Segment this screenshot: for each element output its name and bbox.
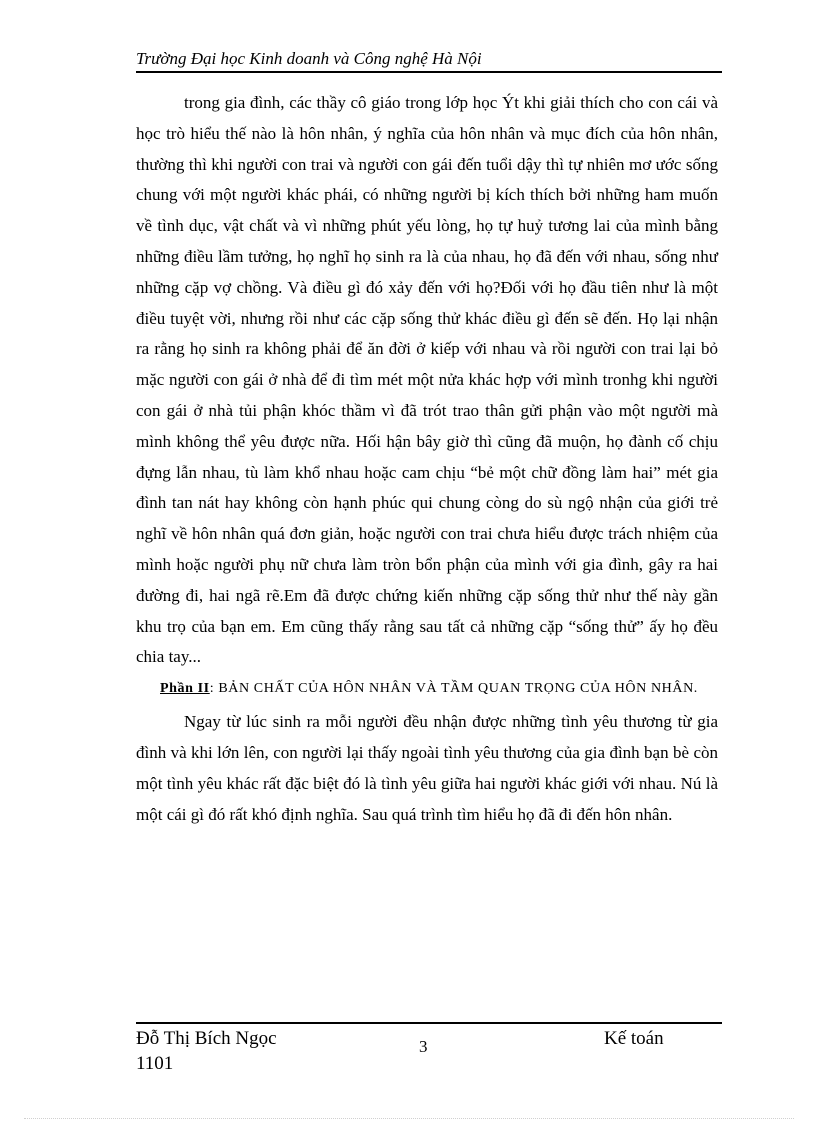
footer-divider [136,1022,722,1024]
footer-student-id: 1101 [136,1053,174,1074]
section-label: Phần II [160,681,210,697]
page-bottom-border [24,1118,794,1119]
paragraph-1: trong gia đình, các thầy cô giáo trong lớp học Ýt khi giải thích cho con cái và học trò hiểu thế nào là hôn nhân, ý nghĩa của hôn nhân và mục đích của hôn nhân, thường thì khi người con trai và người con gái đến tuổi dậy thì tự nhiên mơ ước sống chung với một người khác phái, có những người bị kích thích bởi những ham muốn về tình dục, vật chất và vì những phút yếu lòng, họ tự huỷ tương lai của mình bằng những điều lầm tưởng, họ nghĩ họ sinh ra là của nhau, họ đã đến với nhau, sống như những cặp vợ chồng. Và điều gì đó xảy đến với họ?Đối với họ đầu tiên như là một điều tuyệt vời, nhưng rồi như các cặp sống thử khác điều gì đến sẽ đến. Họ lại nhận ra rằng họ sinh ra không phải để ăn đời ở kiếp với nhau và rồi người con trai lại bỏ mặc người con gái ở nhà để đi tìm mét một nửa khác hợp với mình tronhg khi người con gái ở nhà tủi phận khóc thầm vì đã trót trao thân gửi phận vào một người mà mình không thể yêu được nữa. Hối hận bây giờ thì cũng đã muộn, họ đành cố chịu đựng lẫn nhau, tù làm khổ nhau hoặc cam chịu “bẻ một chữ đồng làm hai” mét gia đình tan nát hay không còn hạnh phúc qui chung còng do sù ngộ nhận của giới trẻ nghĩ về hôn nhân quá đơn giản, hoặc người con trai chưa hiểu được trách nhiệm của mình hoặc người phụ nữ chưa làm tròn bổn phận của mình với gia đình, gây ra hai đường đi, hai ngã rẽ.Em đã được chứng kiến những cặp sống thử như thế này gần khu trọ của bạn em. Em cũng thấy rằng sau tất cả những cặp “sống thử” ấy họ đều chia tay... [136,93,718,667]
section-heading [136,677,718,701]
header-divider [136,71,722,73]
page-number: 3 [419,1037,428,1056]
footer-department: Kế toán [604,1028,664,1049]
page-footer [136,1026,722,1076]
page-header: Trường Đại học Kinh doanh và Công nghệ Hà Nội [136,49,482,68]
section-title: : BẢN CHẤT CỦA HÔN NHÂN VÀ TẦM QUAN TRỌNG CỦA HÔN NHÂN. [209,681,698,697]
footer-author: Đỗ Thị Bích Ngọc [136,1028,277,1049]
paragraph-2: Ngay từ lúc sinh ra mỗi người đều nhận được những tình yêu thương từ gia đình và khi lớn lên, con người lại thấy ngoài tình yêu thương của gia đình bạn bè còn một tình yêu khác rất đặc biệt đó là tình yêu giữa hai người khác giới với nhau. Nú là một cái gì đó rất khó định nghĩa. Sau quá trình tìm hiểu họ đã đi đến hôn nhân. [136,712,718,824]
page-body [136,88,718,830]
